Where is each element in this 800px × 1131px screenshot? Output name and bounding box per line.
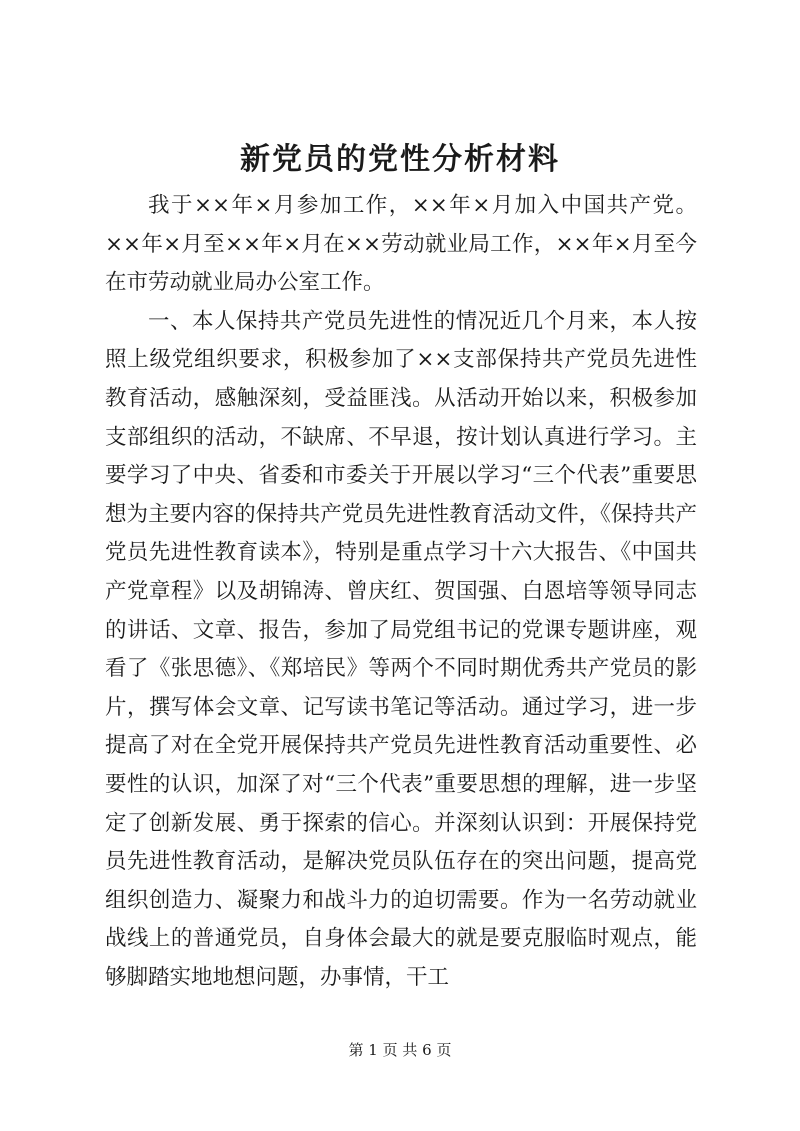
- paragraph-2: 一、本人保持共产党员先进性的情况近几个月来，本人按照上级党组织要求，积极参加了××支部保持共产党员先进性教育活动，感触深刻，受益匪浅。从活动开始以来，积极参加支部组织的活动，不缺席、不早退，按计划认真进行学习。主要学习了中央、省委和市委关于开展以学习“三个代表”重要思想为主要内容的保持共产党员先进性教育活动文件，《保持共产党员先进性教育读本》，特别是重点学习十六大报告、《中国共产党章程》以及胡锦涛、曾庆红、贺国强、白恩培等领导同志的讲话、文章、报告，参加了局党组书记的党课专题讲座，观看了《张思德》、《郑培民》等两个不同时期优秀共产党员的影片，撰写体会文章、记写读书笔记等活动。通过学习，进一步提高了对在全党开展保持共产党员先进性教育活动重要性、必要性的认识，加深了对“三个代表”重要思想的理解，进一步坚定了创新发展、勇于探索的信心。并深刻认识到：开展保持党员先进性教育活动，是解决党员队伍存在的突出问题，提高党组织创造力、凝聚力和战斗力的迫切需要。作为一名劳动就业战线上的普通党员，自身体会最大的就是要克服临时观点，能够脚踏实地地想问题，办事情，干工: [105, 308, 697, 990]
- document-title: 新党员的党性分析材料: [240, 142, 560, 177]
- paragraph-1: 我于××年×月参加工作，××年×月加入中国共产党。××年×月至××年×月在××劳动就业局工作，××年×月至今在市劳动就业局办公室工作。: [105, 193, 697, 296]
- page-footer: 第 1 页 共 6 页: [348, 1041, 452, 1059]
- document-body: [105, 187, 697, 997]
